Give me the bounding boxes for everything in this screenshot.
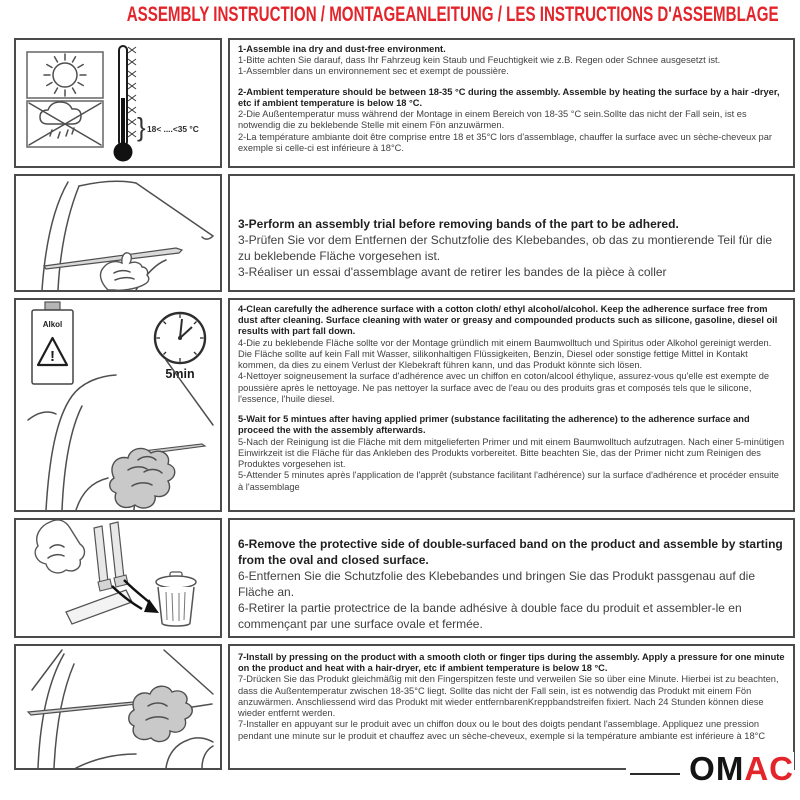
hand-with-cloth-icon — [129, 686, 213, 768]
step-5-de: 5-Nach der Reinigung ist die Fläche mit dem mitgelieferten Primer und mit einem Baumwolltuch aufzutragen. Nach einer 5-minütigen Einwirkzeit ist die Fläche für das Ankleben des Produkts vorbereitet. Bitte beachten Sie, das der Primer nicht zum Reinigen des Produktes vorgesehen ist. — [238, 436, 785, 470]
brace-glyph: } — [137, 112, 146, 142]
text-steps-1-2 — [228, 38, 795, 168]
logo-text — [689, 752, 794, 785]
trash-can-icon — [156, 572, 196, 626]
illustration-environment — [14, 38, 222, 168]
step-4-fr: 4-Nettoyer soigneusement la surface d'adhérence avec un chiffon en coton/alcool éthylique, assurez-vous qu'elle est exempte de poussière après le nettoyage. Ne pas nettoyer la surface avec de l'eau ou des produits gras et composés tels que le silicone, l'essence, l'huile diesel. — [238, 371, 770, 404]
clock-label: 5min — [165, 367, 195, 381]
step-1-en: 1-Assemble ina dry and dust-free environment. — [238, 44, 446, 54]
step-6 — [238, 536, 785, 632]
svg-text:!: ! — [50, 348, 55, 365]
step-6-fr: 6-Retirer la partie protectrice de la bande adhésive à double face du produit et assembler-le en commençant par une surface ovale et fermée. — [238, 601, 742, 632]
illustration-press-product — [14, 644, 222, 770]
step-3 — [238, 216, 785, 280]
text-step-6 — [228, 518, 795, 638]
step-5 — [238, 414, 785, 493]
text-step-3 — [228, 174, 795, 292]
step-7-en: 7-Install by pressing on the product with a smooth cloth or finger tips during the assembly. Apply a pressure for one minute on the product and heat with a hair-dryer, etc if ambient temperature is below 18 °C. — [238, 652, 785, 674]
step-7 — [238, 652, 785, 742]
step-2-de: 2-Die Außentemperatur muss während der Montage in einem Bereich von 18-35 °C sein.Sollte das nicht der Fall sein, ist es notwendig die zu beklebende Stelle mit einem Fön anzuwärmen. — [238, 109, 747, 131]
no-rain-icon — [29, 102, 101, 145]
thermometer-icon — [114, 46, 137, 162]
step-1-de: 1-Bitte achten Sie darauf, dass Ihr Fahrzeug kein Staub und Feuchtigkeit wie z.B. Regen oder Schnee ausgesetzt ist. — [238, 55, 721, 66]
sun-icon — [44, 54, 86, 96]
environment-illustration — [16, 40, 220, 166]
logo-line — [630, 773, 680, 775]
clock-icon — [155, 313, 205, 381]
hand-icon — [35, 520, 84, 573]
step-7-de: 7-Drücken Sie das Produkt gleichmäßig mit den Fingerspitzen feste und verweilen Sie so über eine Minute. Hierbei ist zu beachten, dass die Außentemperatur zwischen 18-35°C liegt. Sollte das nicht der Fall sein, ist es notwendig das Produkt mit einem Fön anzuwärmen. Anschliessend wird das Produkt mit wieder entfernbarenKreppbandstreifen fixiert. Nach 24 Stunden können diese wieder entfernt werden. — [238, 674, 779, 719]
press-product-illustration — [16, 646, 220, 768]
alcohol-bottle-icon — [32, 302, 73, 384]
protective-strips — [94, 522, 128, 591]
text-steps-4-5 — [228, 298, 795, 512]
bottle-label: Alkol — [42, 320, 63, 329]
step-3-fr: 3-Réaliser un essai d'assemblage avant de retirer les bandes de la pièce à coller — [238, 265, 667, 280]
remove-band-illustration — [16, 520, 220, 636]
page-title — [0, 3, 800, 27]
step-6-de: 6-Entfernen Sie die Schutzfolie des Klebebandes und bringen Sie das Produkt passgenau auf die Fläche an. — [238, 569, 756, 600]
assembly-trial-illustration — [16, 176, 220, 290]
step-2-en: 2-Ambient temperature should be between 18-35 °C during the assembly. Assemble by heating the surface by a hair -dryer, etc if ambient temperature is below 18 °C. — [238, 86, 780, 108]
step-1 — [238, 44, 785, 78]
logo-om: OM — [689, 750, 745, 787]
step-2 — [238, 87, 785, 154]
step-4-en: 4-Clean carefully the adherence surface with a cotton cloth/ ethyl alcohol/alcohol. Keep the adherence surface free from dust after cleaning. Surface cleaning with water or greasy and compounded products such as silicone, gasoline, diesel oil results with part fall down. — [238, 304, 778, 337]
omac-logo — [626, 752, 794, 785]
illustration-assembly-trial — [14, 174, 222, 292]
illustration-clean-surface — [14, 298, 222, 512]
hand-with-cloth-icon — [76, 448, 175, 510]
step-5-en: 5-Wait for 5 mintues after having applied primer (substance facilitating the adherence) to the adherence surface and proceed the with the assembly afterwards. — [238, 414, 750, 436]
page-title-text: ASSEMBLY INSTRUCTION / MONTAGEANLEITUNG / LES INSTRUCTIONS D'ASSEMBLAGE — [126, 3, 779, 26]
clean-surface-illustration — [16, 300, 220, 510]
step-2-fr: 2-La température ambiante doit être comprise entre 18 et 35°C lors d'assemblage, chauffer la surface avec un sèche-cheveux par exemple si celle-ci est inférieure à 18°C. — [238, 131, 772, 153]
step-3-de: 3-Prüfen Sie vor dem Entfernen der Schutzfolie des Klebebandes, ob das zu montierende Teil für die zu beklebende Fläche vorgesehen ist. — [238, 233, 773, 264]
temperature-range-label: 18< ....<35 °C — [147, 124, 199, 134]
step-7-fr: 7-Installer en appuyant sur le produit avec un chiffon doux ou le bout des doigts pendant l'assemblage. Appliquez une pression pendant une minute sur le produit et chauffez avec un sèche-cheveux, exemple si la température ambiante est inférieure à 18°C — [238, 719, 766, 741]
step-1-fr: 1-Assembler dans un environnement sec et exempt de poussière. — [238, 66, 509, 77]
step-6-en: 6-Remove the protective side of double-surfaced band on the product and assemble by starting from the oval and closed surface. — [238, 537, 783, 568]
illustration-remove-band — [14, 518, 222, 638]
step-3-en: 3-Perform an assembly trial before removing bands of the part to be adhered. — [238, 217, 679, 231]
step-4 — [238, 304, 785, 405]
step-5-fr: 5-Attender 5 minutes après l'application de l'apprêt (substance facilitant l'adhérence) sur la surface d'adhérence et procéder ensuite à l'assemblage — [238, 470, 779, 492]
logo-ac: AC — [744, 750, 794, 787]
step-4-de: 4-Die zu beklebende Fläche sollte vor der Montage gründlich mit einem Baumwolltuch und Spiritus oder Alkohol gereinigt werden. Die Fläche sollte auf kein Fall mit Wasser, silikonhaltigen Flüssigkeiten, Benzin, Diesel oder sonstige fettige Mittel in Kontakt kommen, da dies zu einem Verlust der Klebekraft führen kann, und das Produkt könnte sich lösen. — [238, 337, 772, 371]
